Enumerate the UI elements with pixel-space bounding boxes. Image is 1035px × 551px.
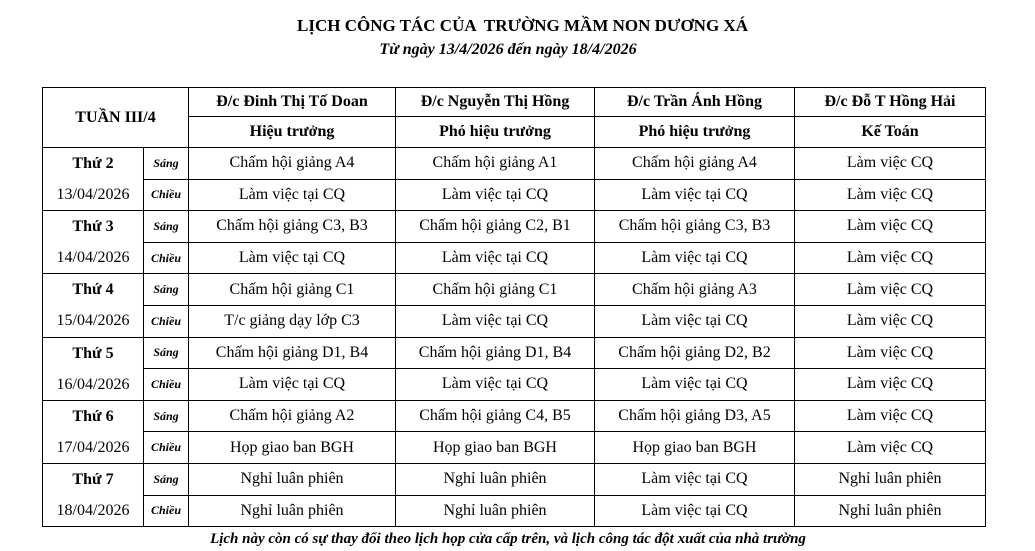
task-cell: Làm việc CQ <box>795 369 986 401</box>
day-name: Thứ 3 <box>72 218 114 236</box>
task-cell: Làm việc CQ <box>795 432 986 464</box>
task-cell: Chấm hội giảng C3, B3 <box>189 211 396 243</box>
task-cell: Chấm hội giảng A3 <box>595 274 795 306</box>
day-date: 14/04/2026 <box>56 249 130 267</box>
task-cell: Chấm hội giảng D2, B2 <box>595 337 795 369</box>
task-cell: Làm việc tại CQ <box>595 369 795 401</box>
session-label: Chiều <box>144 179 189 211</box>
task-cell: Chấm hội giảng C1 <box>396 274 595 306</box>
day-cell <box>43 211 144 274</box>
session-label: Sáng <box>144 274 189 306</box>
task-cell: Làm việc CQ <box>795 274 986 306</box>
day-cell <box>43 148 144 211</box>
task-cell: Làm việc tại CQ <box>595 463 795 495</box>
task-cell: Làm việc tại CQ <box>595 305 795 337</box>
task-cell: Làm việc tại CQ <box>595 179 795 211</box>
session-label: Sáng <box>144 211 189 243</box>
task-cell: Nghỉ luân phiên <box>795 463 986 495</box>
day-cell <box>43 463 144 526</box>
task-cell: Làm việc CQ <box>795 400 986 432</box>
session-label: Sáng <box>144 463 189 495</box>
session-label: Chiều <box>144 242 189 274</box>
task-cell: Làm việc CQ <box>795 148 986 180</box>
session-label: Sáng <box>144 337 189 369</box>
table-row <box>43 274 986 306</box>
staff-name: Đ/c Đỗ T Hồng Hải <box>795 88 986 117</box>
task-cell: Làm việc tại CQ <box>396 369 595 401</box>
day-name: Thứ 2 <box>72 155 114 173</box>
task-cell: Chấm hội giảng A4 <box>189 148 396 180</box>
task-cell: Làm việc tại CQ <box>396 242 595 274</box>
task-cell: Nghỉ luân phiên <box>189 463 396 495</box>
day-date: 15/04/2026 <box>56 312 130 330</box>
day-name: Thứ 5 <box>72 344 114 362</box>
session-label: Chiều <box>144 432 189 464</box>
table-row <box>43 211 986 243</box>
task-cell: Chấm hội giảng A4 <box>595 148 795 180</box>
table-row <box>43 369 986 401</box>
task-cell: Nghỉ luân phiên <box>396 495 595 527</box>
task-cell: Chấm hội giảng D1, B4 <box>396 337 595 369</box>
task-cell: Nghỉ luân phiên <box>396 463 595 495</box>
task-cell: Làm việc tại CQ <box>595 495 795 527</box>
session-label: Sáng <box>144 148 189 180</box>
task-cell: Chấm hội giảng C1 <box>189 274 396 306</box>
session-label: Chiều <box>144 369 189 401</box>
table-row <box>43 242 986 274</box>
task-cell: Làm việc tại CQ <box>396 305 595 337</box>
task-cell: Chấm hội giảng D3, A5 <box>595 400 795 432</box>
table-row <box>43 337 986 369</box>
task-cell: T/c giảng dạy lớp C3 <box>189 305 396 337</box>
staff-role: Phó hiệu trưởng <box>595 117 795 148</box>
date-range-subtitle: Từ ngày 13/4/2026 đến ngày 18/4/2026 <box>379 41 637 58</box>
session-label: Sáng <box>144 400 189 432</box>
task-cell: Chấm hội giảng C4, B5 <box>396 400 595 432</box>
table-row <box>43 495 986 527</box>
week-label: TUẦN III/4 <box>43 88 189 148</box>
task-cell: Họp giao ban BGH <box>595 432 795 464</box>
task-cell: Làm việc tại CQ <box>595 242 795 274</box>
table-row <box>43 148 986 180</box>
task-cell: Nghỉ luân phiên <box>189 495 396 527</box>
table-row <box>43 432 986 464</box>
task-cell: Chấm hội giảng D1, B4 <box>189 337 396 369</box>
table-row <box>43 400 986 432</box>
footer-note: Lịch này còn có sự thay đổi theo lịch họp cửa cấp trên, và lịch công tác đột xuất của nhà trường <box>210 531 806 547</box>
day-date: 18/04/2026 <box>56 502 130 520</box>
task-cell: Chấm hội giảng A2 <box>189 400 396 432</box>
schedule-table <box>42 87 986 527</box>
day-name: Thứ 6 <box>72 407 114 425</box>
header-row-names <box>43 88 986 117</box>
task-cell: Làm việc CQ <box>795 337 986 369</box>
day-cell <box>43 337 144 400</box>
staff-role: Hiệu trưởng <box>189 117 396 148</box>
task-cell: Làm việc CQ <box>795 242 986 274</box>
day-name: Thứ 7 <box>72 471 114 489</box>
task-cell: Làm việc CQ <box>795 305 986 337</box>
day-date: 16/04/2026 <box>56 375 130 393</box>
task-cell: Nghỉ luân phiên <box>795 495 986 527</box>
task-cell: Làm việc tại CQ <box>189 179 396 211</box>
staff-name: Đ/c Đinh Thị Tố Doan <box>189 88 396 117</box>
task-cell: Chấm hội giảng C3, B3 <box>595 211 795 243</box>
table-row <box>43 179 986 211</box>
day-cell <box>43 400 144 463</box>
task-cell: Làm việc tại CQ <box>396 179 595 211</box>
task-cell: Làm việc tại CQ <box>189 369 396 401</box>
task-cell: Chấm hội giảng C2, B1 <box>396 211 595 243</box>
task-cell: Chấm hội giảng A1 <box>396 148 595 180</box>
staff-name: Đ/c Nguyễn Thị Hồng <box>396 88 595 117</box>
session-label: Chiều <box>144 305 189 337</box>
day-date: 17/04/2026 <box>56 438 130 456</box>
task-cell: Họp giao ban BGH <box>189 432 396 464</box>
day-name: Thứ 4 <box>72 281 114 299</box>
task-cell: Làm việc CQ <box>795 211 986 243</box>
day-cell <box>43 274 144 337</box>
staff-name: Đ/c Trần Ánh Hồng <box>595 88 795 117</box>
staff-role: Kế Toán <box>795 117 986 148</box>
page-title: LỊCH CÔNG TÁC CỦA TRƯỜNG MẦM NON DƯƠNG XÁ <box>297 16 748 35</box>
day-date: 13/04/2026 <box>56 186 130 204</box>
task-cell: Làm việc tại CQ <box>189 242 396 274</box>
session-label: Chiều <box>144 495 189 527</box>
task-cell: Họp giao ban BGH <box>396 432 595 464</box>
staff-role: Phó hiệu trưởng <box>396 117 595 148</box>
table-row <box>43 463 986 495</box>
table-row <box>43 305 986 337</box>
task-cell: Làm việc CQ <box>795 179 986 211</box>
